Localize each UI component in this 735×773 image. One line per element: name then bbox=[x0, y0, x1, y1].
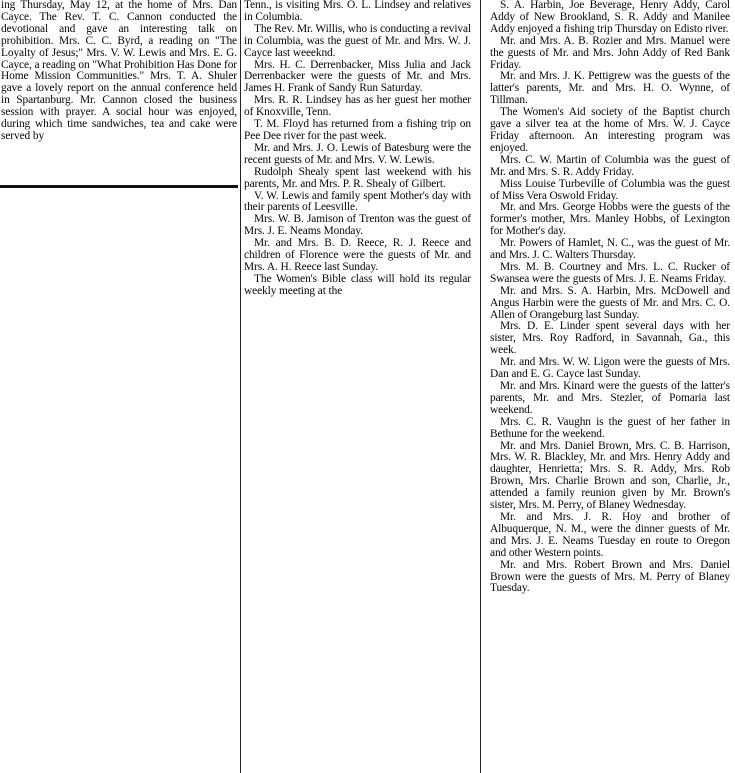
article-column-1 bbox=[1, 0, 237, 143]
column-3-paragraph: Mr. and Mrs. J. R. Hoy and brother of Albuquerque, N. M., were the dinner guests of Mr. and Mrs. J. E. Neams Tuesday en route to Oregon and other Western points. bbox=[490, 510, 730, 559]
column-2-paragraph: Rudolph Shealy spent last weekend with his parents, Mr. and Mrs. P. R. Shealy of Gilbert. bbox=[244, 165, 471, 190]
column-divider bbox=[240, 0, 241, 773]
column-3-paragraph: Mr. and Mrs. J. K. Pettigrew was the guests of the latter's parents, Mr. and Mrs. H. O. Wynne, of Tillman. bbox=[490, 70, 730, 107]
column-2-paragraph: Mr. and Mrs. J. O. Lewis of Batesburg were the recent guests of Mr. and Mrs. V. W. Lewis. bbox=[244, 141, 471, 166]
column-2-paragraph: The Women's Bible class will hold its regular weekly meeting at the bbox=[244, 272, 471, 297]
column-3-paragraph: Mrs. C. W. Martin of Columbia was the guest of Mr. and Mrs. S. R. Addy Friday. bbox=[490, 153, 730, 178]
column-1-end-rule bbox=[0, 185, 238, 188]
column-3-paragraph: Mr. Powers of Hamlet, N. C., was the guest of Mr. and Mrs. J. C. Walters Thursday. bbox=[490, 237, 730, 262]
column-3-paragraph: Mrs. D. E. Linder spent several days with her sister, Mrs. Roy Radford, in Savannah, Ga., this week. bbox=[490, 320, 730, 357]
column-divider bbox=[480, 0, 481, 773]
column-3-paragraph: Mr. and Mrs. S. A. Harbin, Mrs. McDowell and Angus Harbin were the guests of Mr. and Mrs. C. O. Allen of Orangeburg last Sunday. bbox=[490, 284, 730, 321]
article-column-3 bbox=[490, 0, 730, 595]
column-2-paragraph: V. W. Lewis and family spent Mother's day with their parents of Leesville. bbox=[244, 189, 471, 214]
column-2-paragraph: Tenn., is visiting Mrs. O. L. Lindsey and relatives in Columbia. bbox=[244, 0, 471, 23]
column-2-paragraph: T. M. Floyd has returned from a fishing trip on Pee Dee river for the past week. bbox=[244, 118, 471, 142]
column-3-paragraph: Mrs. M. B. Courtney and Mrs. L. C. Rucker of Swansea were the guests of Mrs. J. E. Neams Friday. bbox=[490, 260, 730, 285]
article-column-2 bbox=[244, 0, 471, 298]
column-2-paragraph: Mrs. R. R. Lindsey has as her guest her mother of Knoxville, Tenn. bbox=[244, 94, 471, 119]
column-3-paragraph: Miss Louise Turbeville of Columbia was the guest of Miss Vera Oswold Friday. bbox=[490, 177, 730, 202]
column-3-paragraph: Mr. and Mrs. George Hobbs were the guests of the former's mother, Mrs. Manley Hobbs, of Lexington for Mother's day. bbox=[490, 201, 730, 238]
column-2-paragraph: Mr. and Mrs. B. D. Reece, R. J. Reece and children of Florence were the guests of Mr. and Mrs. A. H. Reece last Sunday. bbox=[244, 237, 471, 273]
column-3-paragraph: Mrs. C. R. Vaughn is the guest of her father in Bethune for the weekend. bbox=[490, 415, 730, 440]
column-3-paragraph: The Women's Aid society of the Baptist church gave a silver tea at the home of Mrs. W. J. Cayce Friday afternoon. An interesting program was enjoyed. bbox=[490, 106, 730, 154]
column-3-paragraph: Mr. and Mrs. A. B. Rozier and Mrs. Manuel were the guests of Mr. and Mrs. John Addy of Red Bank Friday. bbox=[490, 34, 730, 71]
column-3-paragraph: Mr. and Mrs. Daniel Brown, Mrs. C. B. Harrison, Mrs. W. R. Blackley, Mr. and Mrs. Henry Addy and daughter, Henrietta; Mrs. S. R. Addy, Mrs. Rob Brown, Mrs. Charlie Brown and son, Charlie, Jr., attended a family reunion given by Mr. Brown's sister, Mrs. M. Perry, of Blaney Wednesday. bbox=[490, 439, 730, 512]
column-2-paragraph: The Rev. Mr. Willis, who is conducting a revival in Columbia, was the guest of Mr. and Mrs. W. J. Cayce last weeeknd. bbox=[244, 22, 471, 59]
column-1-paragraph: ing Thursday, May 12, at the home of Mrs. Dan Cayce. The Rev. T. C. Cannon conducted the devotional and gave an interesting talk on prohibition. Mrs. C. C. Byrd, a reading on "The Loyalty of Jesus;" Mrs. V. W. Lewis and Mrs. E. G. Cayce, a reading on "What Prohibition Has Done for Home Mission Communities." Mrs. T. A. Shuler gave a lovely report on the annual conference held in Spartanburg. Mr. Cannon closed the business session with prayer. A social hour was enjoyed, during which time sandwiches, tea and cake were served by bbox=[1, 0, 237, 142]
column-2-paragraph: Mrs. W. B. Jamison of Trenton was the guest of Mrs. J. E. Neams Monday. bbox=[244, 213, 471, 238]
column-3-paragraph: Mr. and Mrs. W. W. Ligon were the guests of Mrs. Dan and E. G. Cayce last Sunday. bbox=[490, 356, 730, 381]
column-3-paragraph: S. A. Harbin, Joe Beverage, Henry Addy, Carol Addy of New Brookland, S. R. Addy and Manilee Addy enjoyed a fishing trip Thursday on Edisto river. bbox=[490, 0, 730, 35]
column-3-paragraph: Mr. and Mrs. Robert Brown and Mrs. Daniel Brown were the guests of Mrs. M. Perry of Blaney Tuesday. bbox=[490, 558, 730, 595]
column-2-paragraph: Mrs. H. C. Derrenbacker, Miss Julia and Jack Derrenbacker were the guests of Mr. and Mrs. James H. Frank of Sandy Run Saturday. bbox=[244, 58, 471, 95]
column-3-paragraph: Mr. and Mrs. Kinard were the guests of the latter's parents, Mr. and Mrs. Stezler, of Pomaria last weekend. bbox=[490, 380, 730, 416]
